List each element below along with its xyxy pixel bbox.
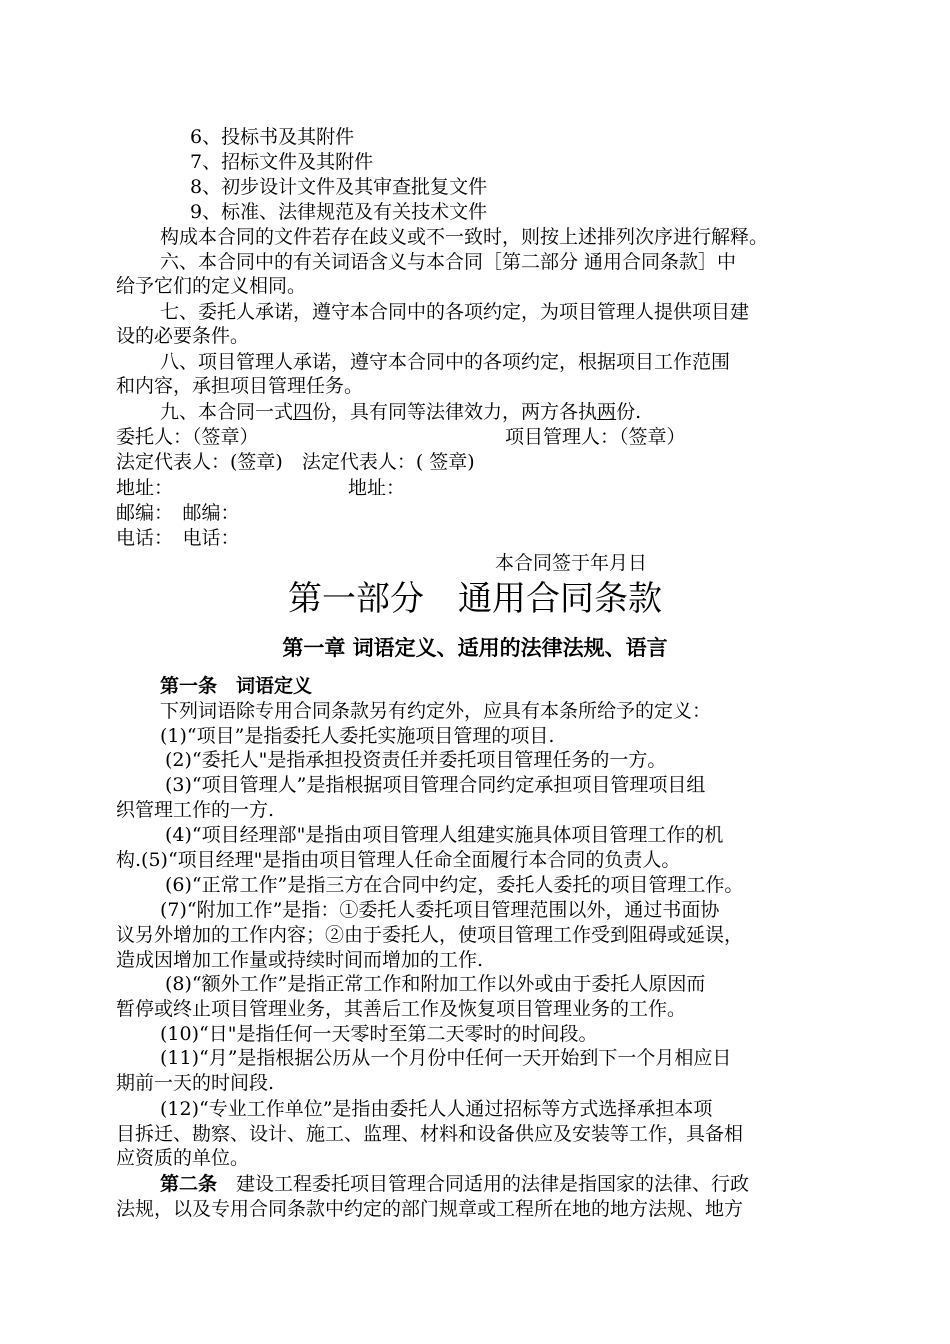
manager-signature: 项目管理人：（签章） [505, 426, 686, 448]
clause-8-line1: 八、项目管理人承诺，遵守本合同中的各项约定，根据项目工作范围 [160, 351, 731, 373]
article-1-title: 第一条 词语定义 [160, 675, 313, 697]
clause-6-line1: 六、本合同中的有关词语含义与本合同［第二部分 通用合同条款］中 [160, 251, 737, 273]
definition-8-line1: (8)“额外工作”是指正常工作和附加工作以外或由于委托人原因而 [165, 973, 706, 995]
definition-7-line1: (7)“附加工作”是指：①委托人委托项目管理范围以外，通过书面协 [160, 899, 720, 921]
copies-each: 两 [597, 401, 617, 423]
definition-4-line1: (4)“项目经理部"是指由项目管理人组建实施具体项目管理工作的机 [165, 824, 724, 846]
article-2-text: 建设工程委托项目管理合同适用的法律是指国家的法律、行政 [217, 1173, 750, 1195]
clause-7-line1: 七、委托人承诺，遵守本合同中的各项约定，为项目管理人提供项目建 [160, 301, 750, 323]
definition-10: (10)“日"是指任何一天零时至第二天零时的时间段。 [160, 1023, 598, 1045]
definition-12-line3: 应资质的单位。 [116, 1147, 250, 1169]
list-item-6: 6、投标书及其附件 [190, 126, 355, 148]
postcode-line: 邮编： 邮编： [116, 502, 240, 524]
definition-1: (1)“项目”是指委托人委托实施项目管理的项目. [160, 725, 555, 747]
clause-9 [160, 400, 641, 424]
article-2-label: 第二条 [160, 1173, 218, 1195]
definition-11-line1: (11)“月”是指根据公历从一个月份中任何一天开始到下一个月相应日 [160, 1047, 732, 1069]
client-signature: 委托人：（签章） [116, 426, 259, 448]
definition-4-5-line2: 构.(5)“项目经理"是指由项目管理人任命全面履行本合同的负责人。 [116, 849, 681, 871]
chapter-title: 第一章 词语定义、适用的法律法规、语言 [282, 635, 668, 660]
list-item-7: 7、招标文件及其附件 [190, 151, 374, 173]
clause-6-line2: 给予它们的定义相同。 [116, 275, 307, 297]
article-2-line1 [160, 1172, 749, 1196]
address-manager: 地址： [348, 477, 406, 499]
definition-7-line3: 造成因增加工作量或持续时间而增加的工作. [116, 949, 484, 971]
definition-11-line2: 期前一天的时间段. [116, 1072, 275, 1094]
definition-8-line2: 暂停或终止项目管理业务，其善后工作及恢复项目管理业务的工作。 [116, 998, 687, 1020]
definition-12-line2: 目拆迁、勘察、设计、施工、监理、材料和设备供应及安装等工作，具备相 [116, 1123, 744, 1145]
legal-rep-line: 法定代表人：(签章) 法定代表人：( 签章) [116, 451, 475, 473]
clause-9-post: 份. [616, 401, 642, 423]
phone-line: 电话： 电话： [116, 527, 240, 549]
definition-2: (2)“委托人"是指承担投资责任并委托项目管理任务的一方。 [165, 749, 667, 771]
address-client: 地址： [116, 477, 174, 499]
article-1-intro: 下列词语除专用合同条款另有约定外，应具有本条所给予的定义： [160, 700, 712, 722]
clause-7-line2: 设的必要条件。 [116, 325, 250, 347]
definition-3-line1: (3)“项目管理人”是指根据项目管理合同约定承担项目管理项目组 [165, 774, 706, 796]
definition-6: (6)“正常工作”是指三方在合同中约定，委托人委托的项目管理工作。 [165, 874, 744, 896]
definition-7-line2: 议另外增加的工作内容；②由于委托人，使项目管理工作受到阻碍或延误， [116, 924, 744, 946]
clause-9-mid: 份，具有同等法律效力，两方各执 [312, 401, 598, 423]
list-item-8: 8、初步设计文件及其审查批复文件 [190, 176, 488, 198]
definition-3-line2: 织管理工作的一方. [116, 799, 275, 821]
signing-date: 本合同签于年月日 [495, 552, 648, 574]
clause-9-pre: 九、本合同一式 [160, 401, 294, 423]
part-title: 第一部分 通用合同条款 [288, 579, 662, 619]
list-item-9: 9、标准、法律规范及有关技术文件 [190, 201, 488, 223]
clause-8-line2: 和内容，承担项目管理任务。 [116, 375, 364, 397]
definition-12-line1: (12)“专业工作单位”是指由委托人人通过招标等方式选择承担本项 [160, 1098, 713, 1120]
conflict-clause: 构成本合同的文件若存在歧义或不一致时，则按上述排列次序进行解释。 [160, 226, 769, 248]
article-2-line2: 法规，以及专用合同条款中约定的部门规章或工程所在地的地方法规、地方 [116, 1198, 744, 1220]
copies-total: 四 [293, 401, 313, 423]
